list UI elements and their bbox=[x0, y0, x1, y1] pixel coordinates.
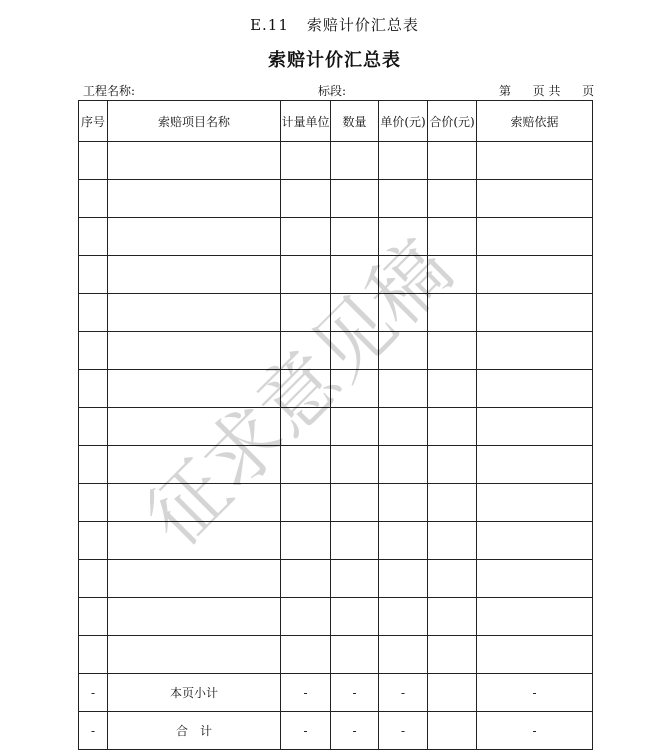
table-cell[interactable] bbox=[108, 560, 281, 598]
header-serial: 序号 bbox=[79, 101, 108, 142]
table-cell[interactable] bbox=[281, 332, 331, 370]
table-cell[interactable] bbox=[79, 180, 108, 218]
table-cell[interactable] bbox=[79, 370, 108, 408]
total-unit-price: - bbox=[379, 712, 428, 750]
table-cell[interactable] bbox=[331, 522, 379, 560]
table-cell[interactable] bbox=[379, 598, 428, 636]
table-cell[interactable] bbox=[331, 294, 379, 332]
table-cell[interactable] bbox=[331, 560, 379, 598]
subtotal-label: 本页小计 bbox=[108, 674, 281, 712]
table-cell[interactable] bbox=[281, 522, 331, 560]
table-cell[interactable] bbox=[331, 484, 379, 522]
total-unit: - bbox=[281, 712, 331, 750]
claims-summary-table bbox=[78, 100, 593, 750]
subtotal-quantity: - bbox=[331, 674, 379, 712]
table-cell[interactable] bbox=[281, 636, 331, 674]
table-cell[interactable] bbox=[428, 636, 477, 674]
table-cell[interactable] bbox=[379, 370, 428, 408]
table-cell[interactable] bbox=[379, 294, 428, 332]
page-suffix: 页 bbox=[582, 84, 595, 98]
table-cell[interactable] bbox=[379, 218, 428, 256]
page-indicator bbox=[499, 82, 594, 99]
table-row bbox=[79, 408, 593, 446]
table-cell[interactable] bbox=[79, 332, 108, 370]
page-mid: 页 共 bbox=[532, 84, 561, 98]
table-row bbox=[79, 294, 593, 332]
table-cell[interactable] bbox=[108, 522, 281, 560]
total-quantity: - bbox=[331, 712, 379, 750]
table-row bbox=[79, 598, 593, 636]
table-cell[interactable] bbox=[79, 142, 108, 180]
table-cell[interactable] bbox=[281, 484, 331, 522]
table-cell[interactable] bbox=[331, 598, 379, 636]
table-cell[interactable] bbox=[281, 294, 331, 332]
total-label: 合 计 bbox=[108, 712, 281, 750]
table-cell[interactable] bbox=[428, 142, 477, 180]
header-item-name: 索赔项目名称 bbox=[108, 101, 281, 142]
table-cell[interactable] bbox=[428, 256, 477, 294]
table-cell[interactable] bbox=[281, 256, 331, 294]
table-cell[interactable] bbox=[331, 180, 379, 218]
table-cell[interactable] bbox=[428, 332, 477, 370]
table-cell[interactable] bbox=[428, 484, 477, 522]
table-cell[interactable] bbox=[331, 370, 379, 408]
table-cell[interactable] bbox=[79, 446, 108, 484]
table-cell[interactable] bbox=[331, 142, 379, 180]
table-row bbox=[79, 332, 593, 370]
table-cell[interactable] bbox=[108, 142, 281, 180]
section-heading bbox=[0, 14, 669, 35]
table-cell[interactable] bbox=[477, 522, 593, 560]
table-cell[interactable] bbox=[108, 332, 281, 370]
table-cell[interactable] bbox=[428, 294, 477, 332]
table-cell[interactable] bbox=[108, 446, 281, 484]
table-cell[interactable] bbox=[379, 560, 428, 598]
table-cell[interactable] bbox=[477, 294, 593, 332]
table-cell[interactable] bbox=[379, 180, 428, 218]
page-prefix: 第 bbox=[499, 84, 512, 98]
total-row bbox=[79, 712, 593, 750]
table-cell[interactable] bbox=[108, 294, 281, 332]
table-row bbox=[79, 256, 593, 294]
table-cell[interactable] bbox=[477, 598, 593, 636]
table-cell[interactable] bbox=[331, 256, 379, 294]
table-cell[interactable] bbox=[428, 560, 477, 598]
table-cell[interactable] bbox=[379, 522, 428, 560]
table-cell[interactable] bbox=[331, 218, 379, 256]
table-cell[interactable] bbox=[79, 636, 108, 674]
watermark-text: 征求意见稿 bbox=[150, 230, 470, 564]
table-cell[interactable] bbox=[477, 560, 593, 598]
table-cell[interactable] bbox=[108, 218, 281, 256]
project-name-label: 工程名称: bbox=[83, 84, 136, 98]
table-cell[interactable] bbox=[108, 484, 281, 522]
table-cell[interactable] bbox=[108, 408, 281, 446]
table-row bbox=[79, 370, 593, 408]
table-cell[interactable] bbox=[379, 408, 428, 446]
table-header-row bbox=[79, 101, 593, 142]
table-cell[interactable] bbox=[108, 256, 281, 294]
subtotal-unit: - bbox=[281, 674, 331, 712]
table-cell[interactable] bbox=[79, 294, 108, 332]
table-cell[interactable] bbox=[477, 332, 593, 370]
table-cell[interactable] bbox=[379, 142, 428, 180]
table-cell[interactable] bbox=[331, 446, 379, 484]
table-row bbox=[79, 484, 593, 522]
table-cell[interactable] bbox=[477, 142, 593, 180]
table-cell[interactable] bbox=[79, 218, 108, 256]
subtotal-total bbox=[428, 674, 477, 712]
document-title: 索赔计价汇总表 bbox=[268, 50, 401, 71]
subtotal-row bbox=[79, 674, 593, 712]
table-cell[interactable] bbox=[79, 256, 108, 294]
table-cell[interactable] bbox=[281, 142, 331, 180]
table-cell[interactable] bbox=[281, 560, 331, 598]
table-row bbox=[79, 522, 593, 560]
table-cell[interactable] bbox=[108, 180, 281, 218]
subtotal-unit-price: - bbox=[379, 674, 428, 712]
table-cell[interactable] bbox=[79, 560, 108, 598]
table-cell[interactable] bbox=[428, 370, 477, 408]
table-cell[interactable] bbox=[477, 636, 593, 674]
table-row bbox=[79, 180, 593, 218]
table-cell[interactable] bbox=[379, 256, 428, 294]
table-cell[interactable] bbox=[428, 218, 477, 256]
header-quantity: 数量 bbox=[331, 101, 379, 142]
table-cell[interactable] bbox=[79, 598, 108, 636]
section-title: 索赔计价汇总表 bbox=[306, 16, 419, 34]
section-code: E.11 bbox=[250, 16, 289, 34]
table-cell[interactable] bbox=[379, 446, 428, 484]
table-cell[interactable] bbox=[477, 446, 593, 484]
table-cell[interactable] bbox=[281, 370, 331, 408]
table-cell[interactable] bbox=[379, 636, 428, 674]
table-cell[interactable] bbox=[428, 446, 477, 484]
table-row bbox=[79, 446, 593, 484]
table-cell[interactable] bbox=[379, 484, 428, 522]
table-cell[interactable] bbox=[477, 180, 593, 218]
table-cell[interactable] bbox=[477, 408, 593, 446]
subtotal-basis: - bbox=[477, 674, 593, 712]
table-row bbox=[79, 636, 593, 674]
header-total-price: 合价(元) bbox=[428, 101, 477, 142]
table-row bbox=[79, 142, 593, 180]
table-cell[interactable] bbox=[281, 446, 331, 484]
table-cell[interactable] bbox=[331, 636, 379, 674]
table-cell[interactable] bbox=[108, 598, 281, 636]
header-unit-price: 单价(元) bbox=[379, 101, 428, 142]
table-cell[interactable] bbox=[79, 484, 108, 522]
table-cell[interactable] bbox=[281, 180, 331, 218]
header-unit: 计量单位 bbox=[281, 101, 331, 142]
total-basis: - bbox=[477, 712, 593, 750]
table-cell[interactable] bbox=[428, 522, 477, 560]
table-cell[interactable] bbox=[79, 408, 108, 446]
table-cell[interactable] bbox=[379, 332, 428, 370]
table-cell[interactable] bbox=[108, 636, 281, 674]
section-label: 标段: bbox=[318, 84, 347, 98]
table-cell[interactable] bbox=[108, 370, 281, 408]
table-cell[interactable] bbox=[428, 408, 477, 446]
table-cell[interactable] bbox=[428, 598, 477, 636]
subtotal-serial: - bbox=[79, 674, 108, 712]
table-cell[interactable] bbox=[331, 408, 379, 446]
total-serial: - bbox=[79, 712, 108, 750]
table-cell[interactable] bbox=[477, 484, 593, 522]
table-cell[interactable] bbox=[281, 408, 331, 446]
table-cell[interactable] bbox=[477, 256, 593, 294]
table-cell[interactable] bbox=[281, 218, 331, 256]
table-cell[interactable] bbox=[477, 218, 593, 256]
table-cell[interactable] bbox=[281, 598, 331, 636]
header-basis: 索赔依据 bbox=[477, 101, 593, 142]
total-total bbox=[428, 712, 477, 750]
table-row bbox=[79, 560, 593, 598]
table-cell[interactable] bbox=[331, 332, 379, 370]
table-body bbox=[79, 142, 593, 750]
table-row bbox=[79, 218, 593, 256]
table-cell[interactable] bbox=[428, 180, 477, 218]
table-cell[interactable] bbox=[477, 370, 593, 408]
table-cell[interactable] bbox=[79, 522, 108, 560]
